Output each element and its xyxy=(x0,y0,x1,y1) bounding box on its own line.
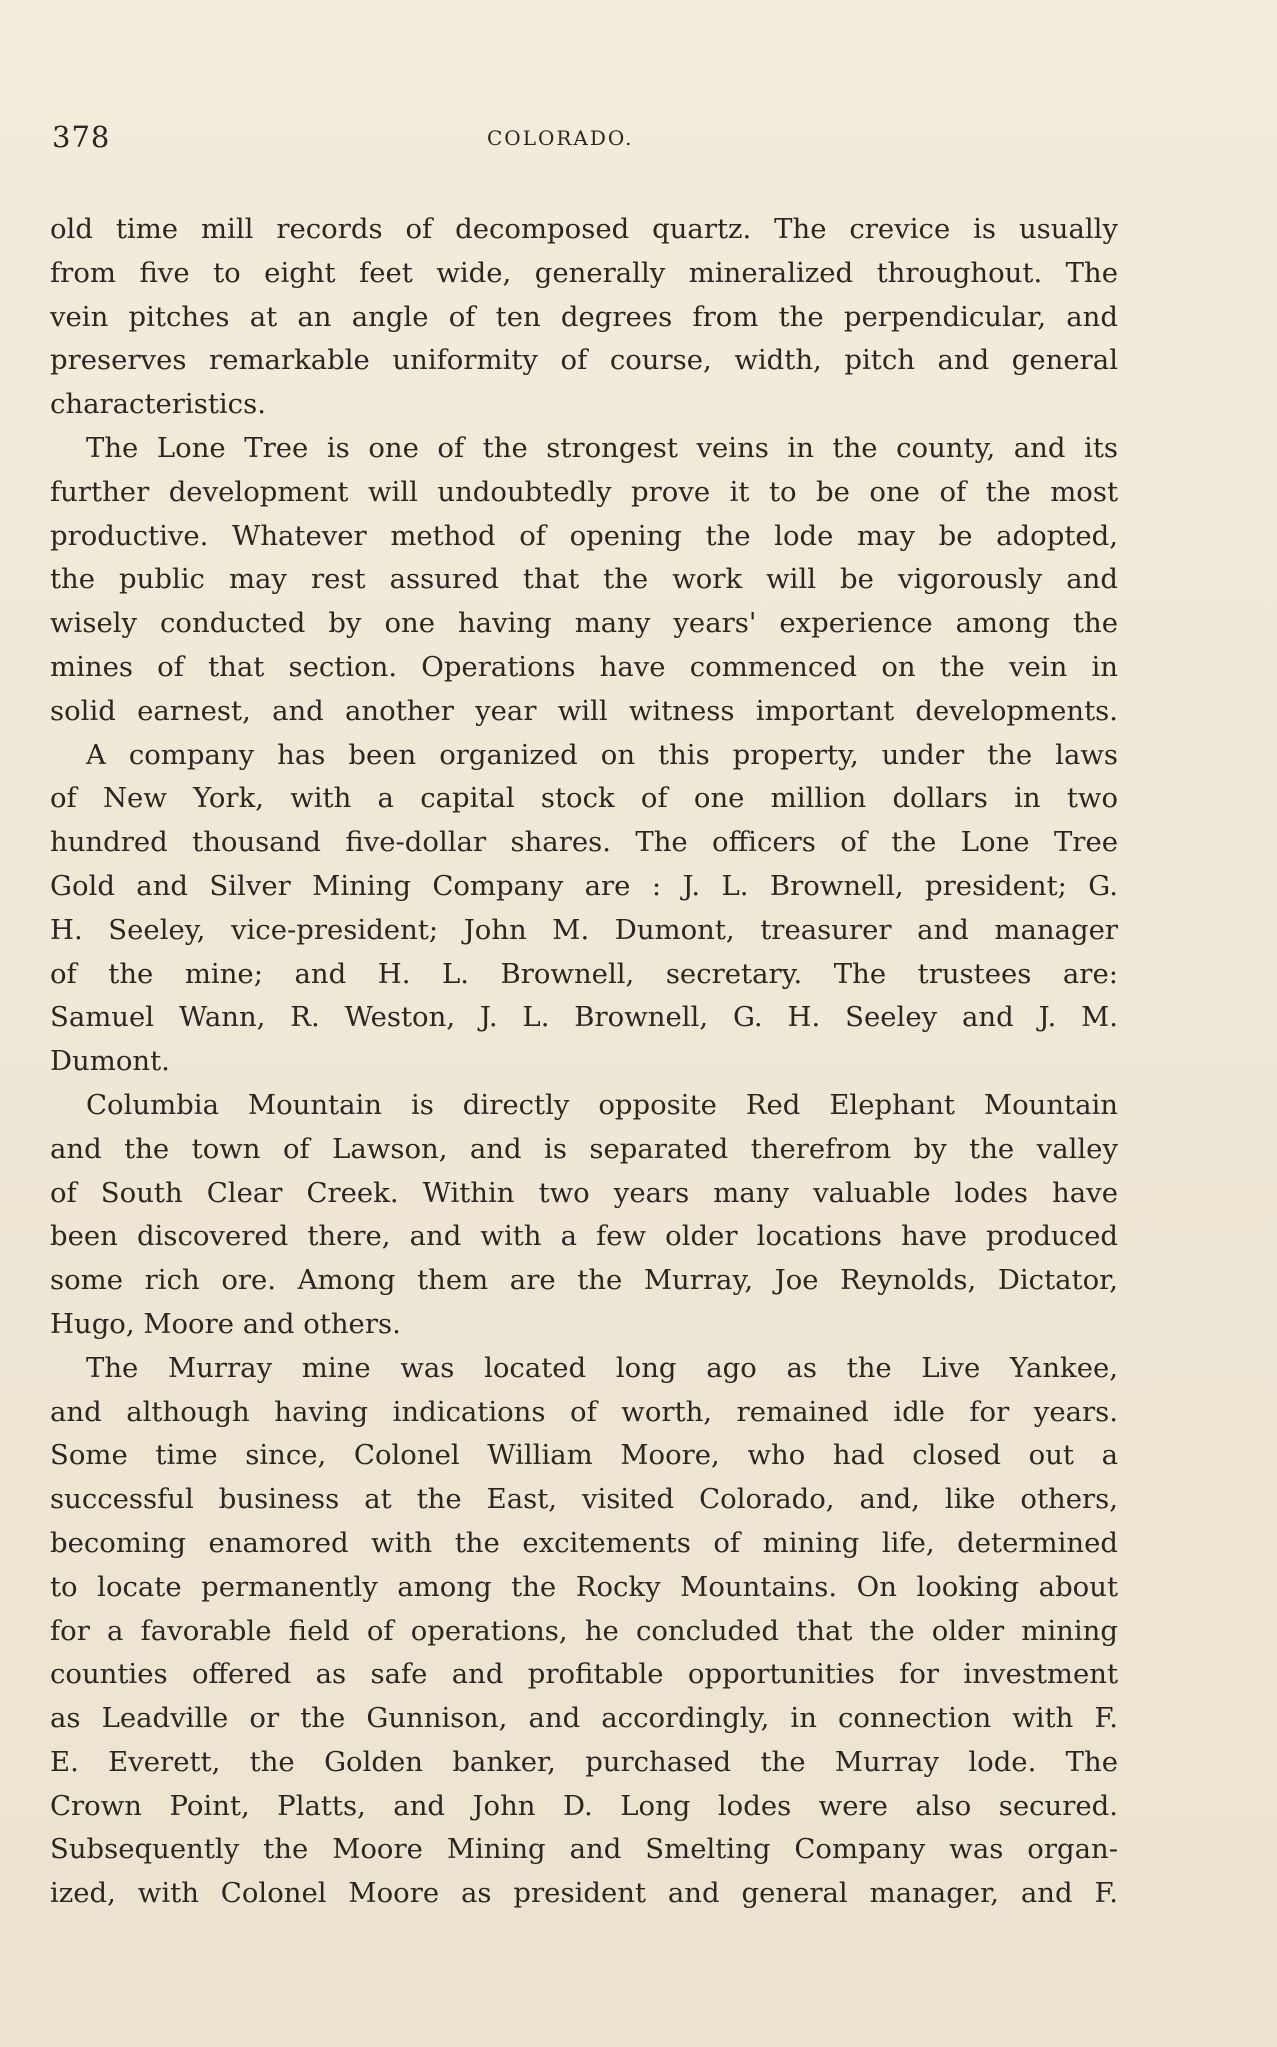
text-line: Dumont. xyxy=(50,1045,170,1078)
text-line: Gold and Silver Mining Company are : J. L. Brownell, president; G. xyxy=(50,869,1118,902)
text-line: becoming enamored with the excitements of mining life, determined xyxy=(50,1526,1118,1559)
text-line: to locate permanently among the Rocky Mountains. On looking about xyxy=(50,1570,1118,1603)
text-line: and the town of Lawson, and is separated therefrom by the valley xyxy=(50,1132,1118,1165)
text-line: successful business at the East, visited Colorado, and, like others, xyxy=(50,1483,1118,1516)
text-line: of the mine; and H. L. Brownell, secretary. The trustees are: xyxy=(50,957,1118,990)
text-line: A company has been organized on this property, under the laws xyxy=(86,738,1118,771)
text-line: from five to eight feet wide, generally mineralized throughout. The xyxy=(50,256,1118,289)
page-header xyxy=(52,120,1127,160)
text-line: ized, with Colonel Moore as president and general manager, and F. xyxy=(50,1877,1118,1910)
text-line: hundred thousand five-dollar shares. The officers of the Lone Tree xyxy=(50,826,1118,859)
text-line: been discovered there, and with a few older locations have produced xyxy=(50,1220,1118,1253)
text-line: wisely conducted by one having many years' experience among the xyxy=(50,607,1118,640)
text-line: preserves remarkable uniformity of course, width, pitch and general xyxy=(50,344,1118,377)
text-line: Crown Point, Platts, and John D. Long lodes were also secured. xyxy=(50,1789,1118,1822)
text-line: H. Seeley, vice-president; John M. Dumont, treasurer and manager xyxy=(50,913,1118,946)
text-line: characteristics. xyxy=(50,388,266,421)
text-line: The Murray mine was located long ago as the Live Yankee, xyxy=(86,1351,1118,1384)
text-line: Subsequently the Moore Mining and Smelting Company was organ- xyxy=(50,1833,1118,1866)
text-line: of New York, with a capital stock of one million dollars in two xyxy=(50,782,1118,815)
text-line: Some time since, Colonel William Moore, who had closed out a xyxy=(50,1439,1118,1472)
body-text xyxy=(50,208,1118,1916)
text-line: vein pitches at an angle of ten degrees from the perpendicular, and xyxy=(50,300,1118,333)
text-line: Hugo, Moore and others. xyxy=(50,1307,401,1340)
text-line: Samuel Wann, R. Weston, J. L. Brownell, G. H. Seeley and J. M. xyxy=(50,1001,1118,1034)
text-line: of South Clear Creek. Within two years many valuable lodes have xyxy=(50,1176,1118,1209)
text-line: counties offered as safe and profitable opportunities for investment xyxy=(50,1658,1118,1691)
text-line: further development will undoubtedly prove it to be one of the most xyxy=(50,475,1118,508)
page-number: 378 xyxy=(52,120,111,154)
text-line: as Leadville or the Gunnison, and accordingly, in connection with F. xyxy=(50,1702,1118,1735)
text-line: old time mill records of decomposed quartz. The crevice is usually xyxy=(50,213,1118,245)
text-line: E. Everett, the Golden banker, purchased the Murray lode. The xyxy=(50,1745,1118,1778)
text-line: some rich ore. Among them are the Murray, Joe Reynolds, Dictator, xyxy=(50,1264,1118,1297)
text-line: productive. Whatever method of opening the lode may be adopted, xyxy=(50,519,1118,552)
text-line: solid earnest, and another year will witness important developments. xyxy=(50,694,1118,727)
text-line: the public may rest assured that the work will be vigorously and xyxy=(50,563,1118,596)
text-line: mines of that section. Operations have commenced on the vein in xyxy=(50,650,1118,683)
text-line: The Lone Tree is one of the strongest veins in the county, and its xyxy=(86,431,1118,464)
running-head: COLORADO. xyxy=(487,126,634,150)
text-line: Columbia Mountain is directly opposite Red Elephant Mountain xyxy=(86,1088,1118,1121)
text-line: for a favorable field of operations, he concluded that the older mining xyxy=(50,1614,1118,1647)
text-line: and although having indications of worth, remained idle for years. xyxy=(50,1395,1118,1428)
